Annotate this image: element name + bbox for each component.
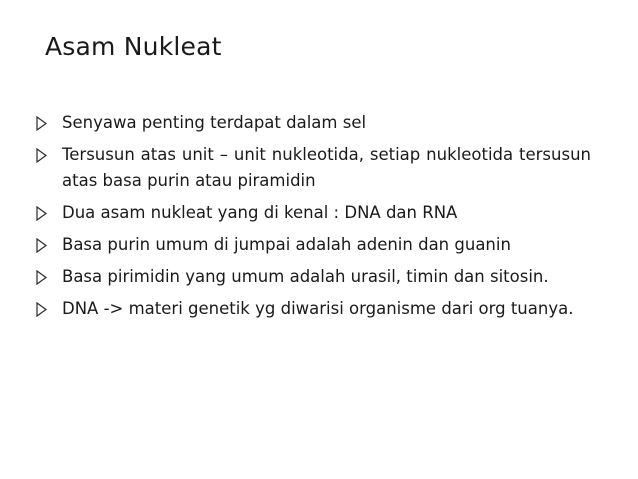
list-item (36, 110, 591, 136)
bullet-arrow-icon (36, 296, 62, 322)
bullet-text: DNA -> materi genetik yg diwarisi organisme dari org tuanya. (62, 299, 574, 318)
bullet-text: Dua asam nukleat yang di kenal : DNA dan RNA (62, 203, 458, 222)
list-item (36, 264, 591, 290)
bullet-text: Basa pirimidin yang umum adalah urasil, timin dan sitosin. (62, 267, 549, 286)
list-item (36, 200, 591, 226)
bullet-text: Basa purin umum di jumpai adalah adenin dan guanin (62, 235, 511, 254)
bullet-text: Senyawa penting terdapat dalam sel (62, 113, 367, 132)
bullet-arrow-icon (36, 264, 62, 290)
bullet-list (36, 110, 591, 328)
list-item (36, 232, 591, 258)
slide-title: Asam Nukleat (45, 32, 222, 61)
list-item (36, 296, 591, 322)
bullet-arrow-icon (36, 142, 62, 168)
bullet-arrow-icon (36, 200, 62, 226)
list-item (36, 142, 591, 194)
bullet-arrow-icon (36, 232, 62, 258)
bullet-text: Tersusun atas unit – unit nukleotida, setiap nukleotida tersusun atas basa purin atau piramidin (62, 145, 591, 190)
bullet-arrow-icon (36, 110, 62, 136)
